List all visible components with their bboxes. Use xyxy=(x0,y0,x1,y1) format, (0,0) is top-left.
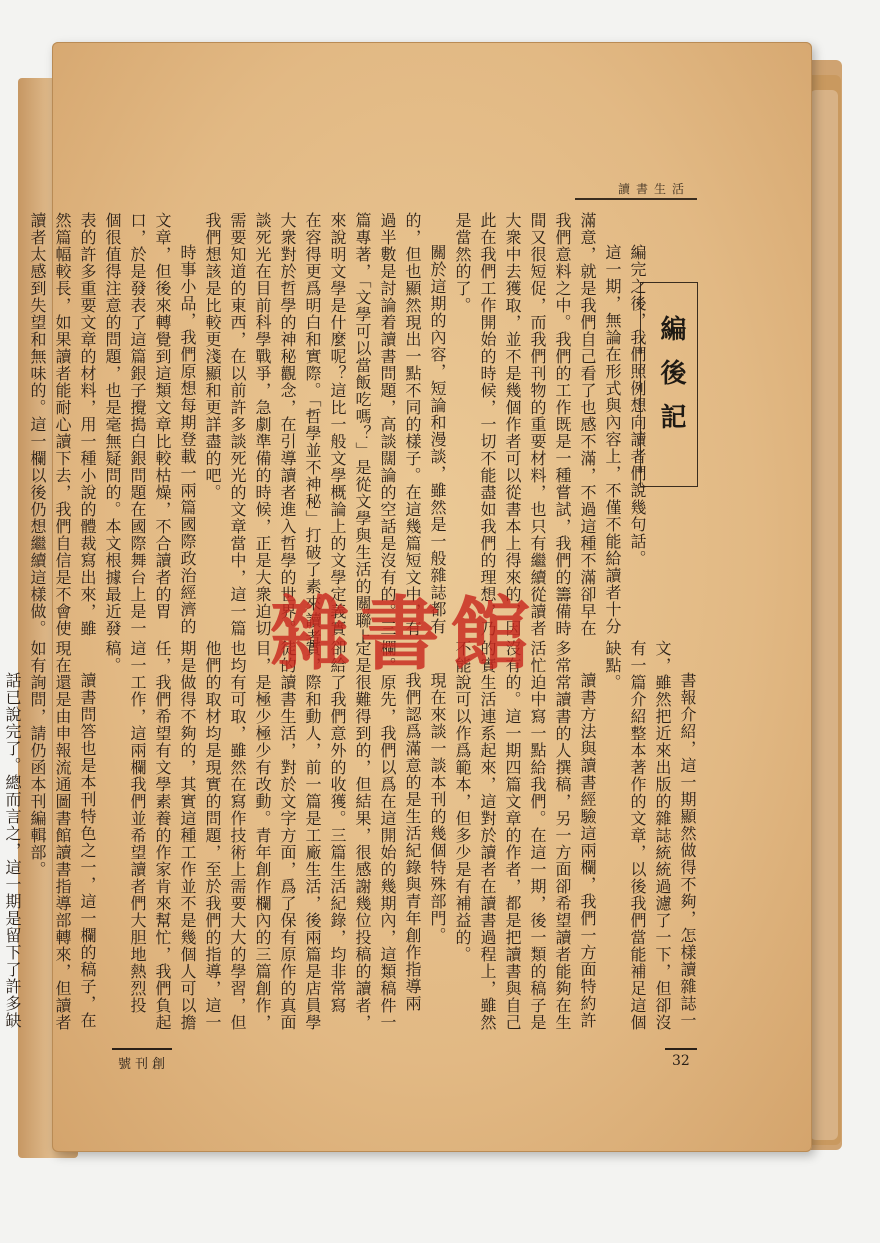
page-stack-edge xyxy=(810,90,838,1140)
paragraph: 讀書問答也是本刊特色之一，這一欄的稿子，在現在還是由申報流通圖書館讀書指導部轉來，但讀者如有詢問，請仍函本刊編輯部。 xyxy=(28,640,97,1031)
paragraph: 編完之後，我們照例想向讀者們說幾句話。 xyxy=(628,244,647,567)
footer-rule xyxy=(112,1048,172,1050)
paragraph: 關於這期的內容，短論和漫談，雖然是一般雜誌都有的，但也顯然現出一點不同的樣子。在這幾篇短文中，有過半數是討論着讀書問題，高談闊論的空話是沒有的。三篇專著，「文學可以當飯吃嗎？」是從文學與生活的關聯上來說明文學是什麼呢？這比一般文學概論上的文學定義實在容得更爲明白和實際。「哲學並不神秘」打破了素來讀者大衆對於哲學的神秘觀念，在引導讀者進入哲學的世界。談死光在目前科學戰爭，急劇準備的時候，正是大衆迫切需要知道的東西，在以前許多談死光的文章當中，這一篇我們想該是比較更淺顯和更詳盡的吧。 xyxy=(203,212,447,646)
paragraph: 讀書方法與讀書經驗這兩欄，我們一方面特約許多常常讀書的人撰稿，另一方面卻希望讀者能夠在生活忙迫中寫一點給我們。在這一期，後一類的稿子是沒有的。這一期四篇文章的作者，都是把讀書與自己的實生活連系起來，這對於讀者在讀書過程上，雖然不能說可以作爲範本，但多少是有補益的。 xyxy=(453,640,597,1031)
article-title: 編後記 xyxy=(656,315,686,447)
paragraph: 書報介紹，這一期顯然做得不夠，怎樣讀雜誌一文，雖然把近來出版的雜誌統統過濾了一下，但卻沒有一篇介紹整本著作的文章，以後我們當能補足這個缺點。 xyxy=(603,640,697,1031)
library-stamp-watermark: 雜書館 xyxy=(270,587,540,681)
paragraph: 話已說完了。總而言之，這一期是留下了許多缺 xyxy=(3,672,22,1029)
paragraph: 現在來談一談本刊的幾個特殊部門。 xyxy=(428,672,447,944)
page-number: 32 xyxy=(672,1053,690,1069)
paragraph: 這一期，無論在形式與內容上，不僅不能給讀者十分滿意，就是我們自己看了也感不滿，不過這種不滿卻早在我們意料之中。我們的工作既是一種嘗試，我們的籌備時間又很短促，而我們刊物的重要材料，也只有繼續從讀者大衆中去獲取，並不是幾個作者可以從書本上得來的，因此在我們工作開始的時候，一切不能盡如我們的理想，乃是當然的了。 xyxy=(453,212,622,637)
paragraph: 時事小品，我們原想每期登載一兩篇國際政治經濟的文章，但後來轉覺到這類文章比較枯燥，不合讀者的胃口，於是發表了這篇銀子攪搗白銀問題在國際舞台上是一個很值得注意的問題，也是毫無疑問的。本文根據最近發表的許多重要文章的材料，用一種小說的體裁寫出來，雖然篇幅較長，如果讀者能耐心讀下去，我們自信是不會使讀者太感到失望和無味的。這一欄以後仍想繼續這樣做。 xyxy=(28,212,197,637)
running-header: 讀書生活 xyxy=(617,182,690,196)
body-text-lower xyxy=(3,640,700,1040)
header-rule xyxy=(575,198,697,200)
issue-label: 號刊創 xyxy=(118,1057,170,1072)
paragraph: 我們認爲滿意的是生活紀錄與青年創作指導兩欄。原先，我們以爲在這開始的幾期內，這類稿件一定是很難得到的，但結果，很感謝幾位投稿的讀者，卻給了我們意外的收獲。三篇生活紀錄，均非常寫實，際和動人，前一篇是工廠生活，後兩篇是店員學徒的讀書生活，對於文字方面，爲了保有原作的真面目，是極少極少有改動。青年創作欄內的三篇創作，也均有可取，雖然在寫作技術上需要大大的學習，但他們的取材均是現實的問題，至於我們的指導，這一期是做得不夠的，其實這種工作並不是幾個人可以擔任，我們希望有文學素養的作家肯來幫忙，我們負起這一工作，這兩欄我們並希望讀者們大胆地熱烈投稿。 xyxy=(103,640,422,1031)
footer-rule xyxy=(665,1048,697,1050)
